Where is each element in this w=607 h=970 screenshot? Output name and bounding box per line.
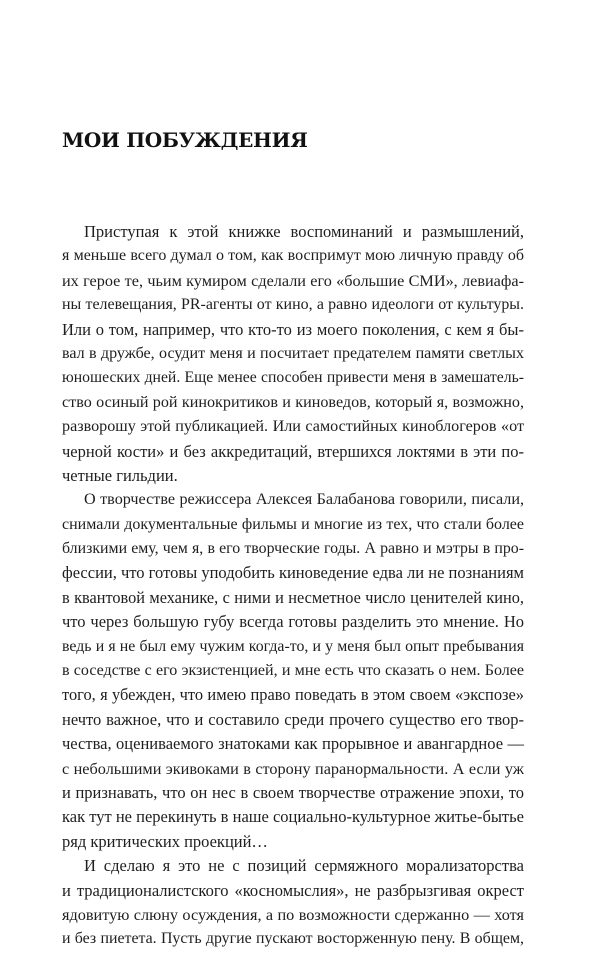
- text-line: что через большую губу всегда готовы разделить это мнение. Но: [62, 612, 524, 632]
- text-line: ряд критических проекций…: [62, 831, 268, 851]
- text-line: вал в дружбе, осудит меня и посчитает предателем памяти светлых: [62, 344, 524, 362]
- text-line: я меньше всего думал о том, как воспримут мою личную правду об: [62, 247, 524, 265]
- text-line: ядовитую слюну осуждения, а по возможности сдержанно — хотя: [62, 905, 524, 924]
- text-line: И сделаю я это не с позиций сермяжного морализаторства: [84, 856, 524, 876]
- chapter-title: МОИ ПОБУЖДЕНИЯ: [62, 128, 308, 152]
- text-line: и без пиетета. Пусть другие пускают восторженную пену. В общем,: [62, 930, 524, 948]
- text-line: нечто важное, что и составило среди прочего существо его твор-: [62, 709, 524, 729]
- text-line: юношеских дней. Еще менее способен привести меня в замешатель-: [62, 369, 524, 387]
- text-line: близкими ему, чем я, в его творческие годы. А равно и мэтры в про-: [62, 540, 524, 558]
- text-line: Приступая к этой книжке воспоминаний и размышлений,: [84, 222, 524, 241]
- text-line: черной кости» и без аккредитаций, втершихся локтями в эти по-: [62, 441, 524, 461]
- text-line: в квантовой механике, с ними и несметное число ценителей кино,: [62, 587, 524, 607]
- text-line: и традиционалистского «косномыслия», не разбрызгивая окрест: [62, 880, 524, 900]
- text-line: фессии, что готовы уподобить киноведение едва ли не познаниям: [62, 563, 524, 583]
- text-line: снимали документальные фильмы и многие из тех, что стали более: [62, 515, 524, 533]
- text-line: с небольшими экивоками в сторону паранормальности. А если уж: [62, 759, 524, 778]
- text-line: четные гильдии.: [62, 465, 178, 485]
- text-line: чества, оцениваемого знатоками как прорывное и авангардное —: [62, 734, 524, 754]
- text-line: того, я убежден, что имею право поведать в этом своем «экспозе»: [62, 685, 524, 705]
- text-line: разворошу этой публикацией. Или самостийных киноблогеров «от: [62, 418, 524, 436]
- text-line: ство осиный рой кинокритиков и киноведов, который я, возможно,: [62, 393, 524, 411]
- text-line: ведь и я не был ему чужим когда-то, и у меня был опыт пребывания: [62, 637, 524, 655]
- text-line: и признавать, что он нес в своем творчестве отражение эпохи, то: [62, 782, 524, 802]
- text-line: ны телевещания, PR-агенты от кино, а равно идеологи от культуры.: [62, 296, 524, 314]
- text-line: их герое те, чьим кумиром сделали его «большие СМИ», левиафа-: [62, 271, 524, 290]
- text-line: Или о том, например, что кто-то из моего поколения, с кем я бы-: [62, 319, 524, 339]
- text-line: как тут не перекинуть в наше социально-культурное житье-бытье: [62, 807, 524, 827]
- chapter-body: [62, 220, 524, 952]
- text-line: О творчестве режиссера Алексея Балабанова говорили, писали,: [84, 491, 524, 509]
- text-line: в соседстве с его экзистенцией, и мне есть что сказать о нем. Более: [62, 662, 524, 680]
